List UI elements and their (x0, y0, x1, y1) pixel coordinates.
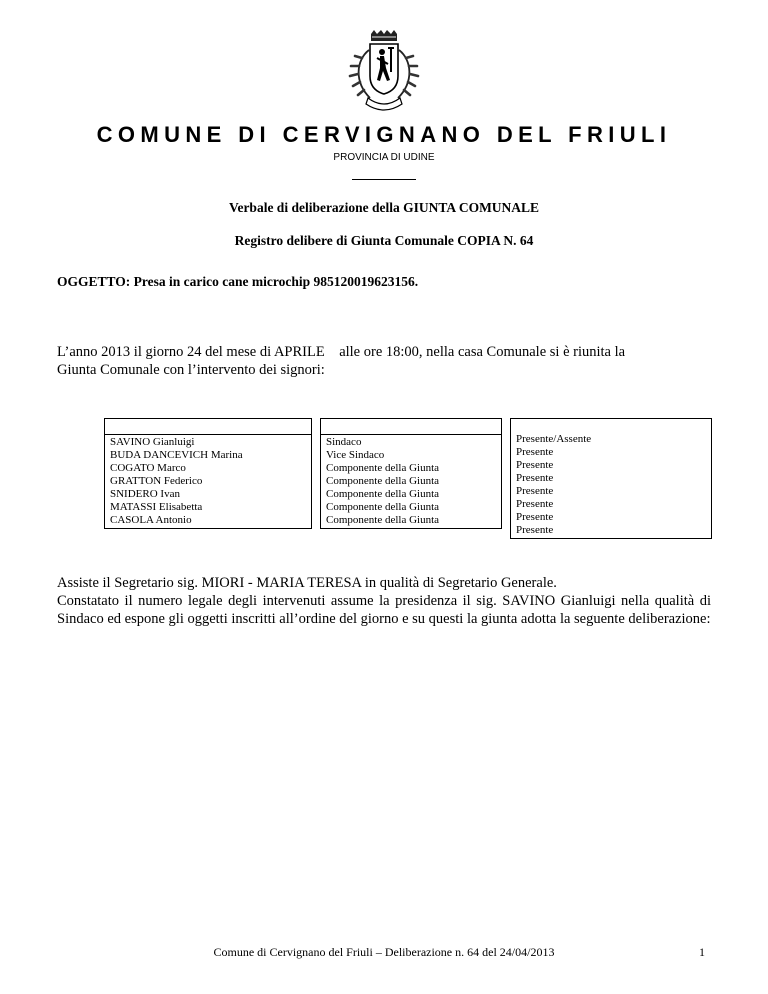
members-table (104, 418, 312, 529)
page-number: 1 (699, 945, 705, 959)
header-divider (352, 179, 416, 180)
member-role: Componente della Giunta (326, 501, 440, 513)
member-status: Presente (516, 511, 554, 523)
member-role: Componente della Giunta (326, 475, 440, 487)
member-role: Componente della Giunta (326, 462, 440, 474)
member-role: Vice Sindaco (326, 449, 385, 461)
member-name: CASOLA Antonio (110, 514, 192, 526)
roles-header-cell (321, 419, 502, 435)
intro-line-1: L’anno 2013 il giorno 24 del mese di APRILE alle ore 18:00, nella casa Comunale si è riunita la (57, 344, 626, 360)
status-header: Presente/Assente (516, 433, 592, 445)
verbale-heading: Verbale di deliberazione della GIUNTA COMUNALE (228, 200, 540, 215)
member-name: COGATO Marco (110, 462, 186, 474)
member-status: Presente (516, 524, 554, 536)
subject-line: OGGETTO: Presa in carico cane microchip 985120019623156. (57, 274, 419, 289)
member-status: Presente (516, 472, 554, 484)
province-label: PROVINCIA DI UDINE (333, 152, 435, 163)
intro-line-2: Giunta Comunale con l’intervento dei signori: (57, 362, 325, 378)
member-name: BUDA DANCEVICH Marina (110, 449, 243, 461)
member-status: Presente (516, 485, 554, 497)
member-role: Componente della Giunta (326, 514, 440, 526)
status-table (510, 418, 712, 539)
registro-heading: Registro delibere di Giunta Comunale COPIA N. 64 (234, 233, 534, 248)
member-name: SNIDERO Ivan (110, 488, 180, 500)
member-name: SAVINO Gianluigi (110, 436, 195, 448)
member-name: MATASSI Elisabetta (110, 501, 203, 513)
roles-table (320, 418, 502, 529)
deliberation-paragraph: Constatato il numero legale degli intervenuti assume la presidenza il sig. SAVINO Gianluigi nella qualità di Sindaco ed espone gli oggetti inscritti all’ordine del giorno e su questi la giunta adotta la seguente deliberazione: (57, 593, 711, 627)
members-header-cell (105, 419, 312, 435)
secretary-line: Assiste il Segretario sig. MIORI - MARIA TERESA in qualità di Segretario Generale. (57, 575, 557, 591)
member-role: Componente della Giunta (326, 488, 440, 500)
member-status: Presente (516, 498, 554, 510)
coat-of-arms-icon (344, 30, 424, 116)
roles-cell (321, 435, 502, 529)
member-role: Sindaco (326, 436, 362, 448)
status-cell (511, 419, 712, 539)
members-names-cell (105, 435, 312, 529)
member-name: GRATTON Federico (110, 475, 203, 487)
page-footer: Comune di Cervignano del Friuli – Deliberazione n. 64 del 24/04/2013 (213, 945, 555, 959)
municipality-title: COMUNE DI CERVIGNANO DEL FRIULI (96, 122, 672, 147)
member-status: Presente (516, 459, 554, 471)
member-status: Presente (516, 446, 554, 458)
